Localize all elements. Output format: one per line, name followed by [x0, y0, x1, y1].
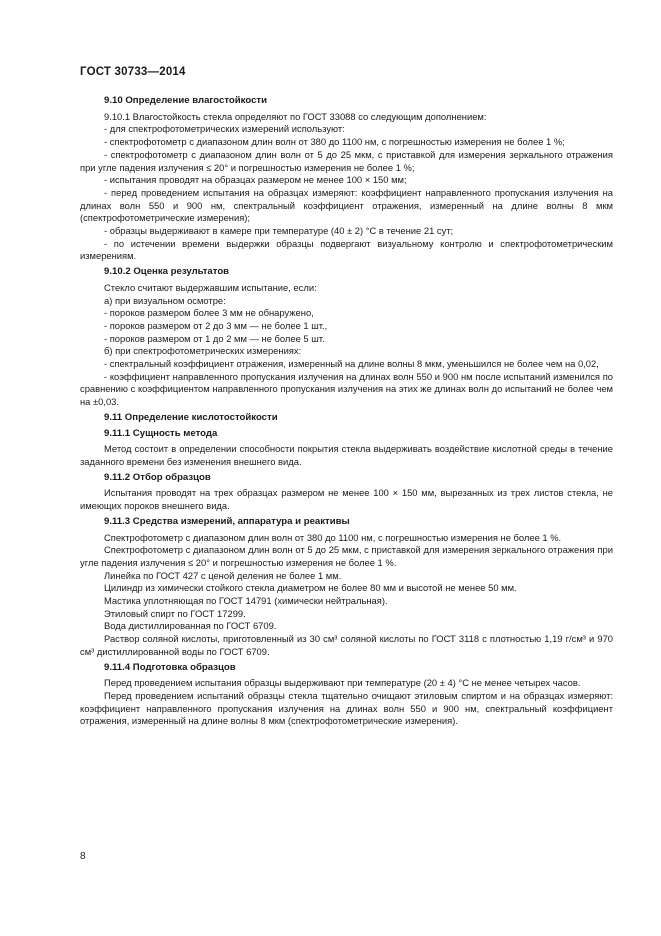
- paragraph: Цилиндр из химически стойкого стекла диаметром не более 80 мм и высотой не менее 50 мм.: [104, 582, 517, 594]
- paragraph: - спектрофотометр с диапазоном длин волн от 5 до 25 мкм, с приставкой для измерения зеркального отражения при угле падения излучения ≤ 20° и погрешностью измерения не более 1 %;: [80, 148, 613, 173]
- paragraph: Перед проведением испытания образцы выдерживают при температуре (20 ± 4) °С не менее четырех часов.: [104, 677, 581, 689]
- paragraph: - пороков размером более 3 мм не обнаружено,: [104, 307, 314, 319]
- paragraph: - образцы выдерживают в камере при температуре (40 ± 2) °С в течение 21 сут;: [104, 225, 454, 237]
- paragraph: Перед проведением испытаний образцы стекла тщательно очищают этиловым спиртом и на образцах измеряют: коэффициент направленного пропускания излучения на длинах волн 550 и 900 нм, спектральный коэффициент отражения, измеренный на длине волны 8 мкм (спектрофотометрические измерения).: [80, 689, 613, 727]
- paragraph: Спектрофотометр с диапазоном длин волн от 380 до 1100 нм, с погрешностью измерения не более 1 %.: [104, 531, 562, 543]
- paragraph: Этиловый спирт по ГОСТ 17299.: [104, 607, 246, 619]
- paragraph: Мастика уплотняющая по ГОСТ 14791 (химически нейтральная).: [104, 595, 388, 607]
- paragraph: а) при визуальном осмотре:: [104, 294, 226, 306]
- paragraph: Спектрофотометр с диапазоном длин волн от 5 до 25 мкм, с приставкой для измерения зеркального отражения при угле падения излучения ≤ 20° и погрешностью измерения не более 1 %.: [80, 544, 613, 568]
- section-heading: 9.11.2 Отбор образцов: [104, 471, 211, 483]
- paragraph: б) при спектрофотометрических измерениях:: [104, 345, 302, 357]
- section-heading: 9.10.2 Оценка результатов: [104, 266, 230, 278]
- paragraph: - пороков размером от 1 до 2 мм — не более 5 шт.: [104, 332, 325, 344]
- section-heading: 9.11.1 Сущность метода: [104, 427, 218, 439]
- paragraph: - по истечении времени выдержки образцы подвергают визуальному контролю и спектрофотометрическим измерениям.: [80, 237, 613, 262]
- section-heading: 9.11.3 Средства измерений, аппаратура и реактивы: [104, 515, 350, 527]
- paragraph: - спектральный коэффициент отражения, измеренный на длине волны 8 мкм, уменьшился не более чем на 0,02,: [104, 358, 599, 370]
- page-number: 8: [80, 851, 86, 862]
- paragraph: - для спектрофотометрических измерений используют:: [104, 123, 345, 135]
- paragraph: - коэффициент направленного пропускания излучения на длинах волн 550 и 900 нм после испытаний изменился по сравнению с коэффициентом направленного пропускания излучения на этих же длинах волн до испытаний не более чем на ±0,03.: [80, 370, 613, 408]
- paragraph: Метод состоит в определении способности покрытия стекла выдерживать воздействие кислотной среды в течение заданного времени без изменения внешнего вида.: [80, 443, 613, 467]
- paragraph: Раствор соляной кислоты, приготовленный из 30 см³ соляной кислоты по ГОСТ 3118 с плотностью 1,19 г/см³ и 970 см³ дистиллированной воды по ГОСТ 6709.: [80, 633, 613, 657]
- paragraph: - спектрофотометр с диапазоном длин волн от 380 до 1100 нм, с погрешностью измерения не более 1 %;: [104, 136, 565, 148]
- paragraph: - пороков размером от 2 до 3 мм — не более 1 шт.,: [104, 319, 328, 331]
- paragraph: Линейка по ГОСТ 427 с ценой деления не более 1 мм.: [104, 569, 342, 581]
- document-body: [80, 92, 613, 728]
- section-heading: 9.11 Определение кислотостойкости: [104, 411, 278, 423]
- paragraph: - перед проведением испытания на образцах измеряют: коэффициент направленного пропускания излучения на длинах волн 550 и 900 нм, спектральный коэффициент отражения, измеренный на длине волны 8 мкм (спектрофотометрические измерения);: [80, 186, 613, 224]
- paragraph: Стекло считают выдержавшим испытание, если:: [104, 281, 317, 293]
- paragraph: Испытания проводят на трех образцах размером не менее 100 × 150 мм, вырезанных из трех листов стекла, не имеющих пороков внешнего вида.: [80, 487, 613, 512]
- paragraph: Вода дистиллированная по ГОСТ 6709.: [104, 620, 277, 632]
- paragraph: - испытания проводят на образцах размером не менее 100 × 150 мм;: [104, 174, 407, 186]
- document-header: ГОСТ 30733—2014: [80, 66, 186, 78]
- section-heading: 9.10 Определение влагостойкости: [104, 95, 268, 106]
- section-heading: 9.11.4 Подготовка образцов: [104, 661, 236, 673]
- paragraph: 9.10.1 Влагостойкость стекла определяют по ГОСТ 33088 со следующим дополнением:: [104, 110, 487, 122]
